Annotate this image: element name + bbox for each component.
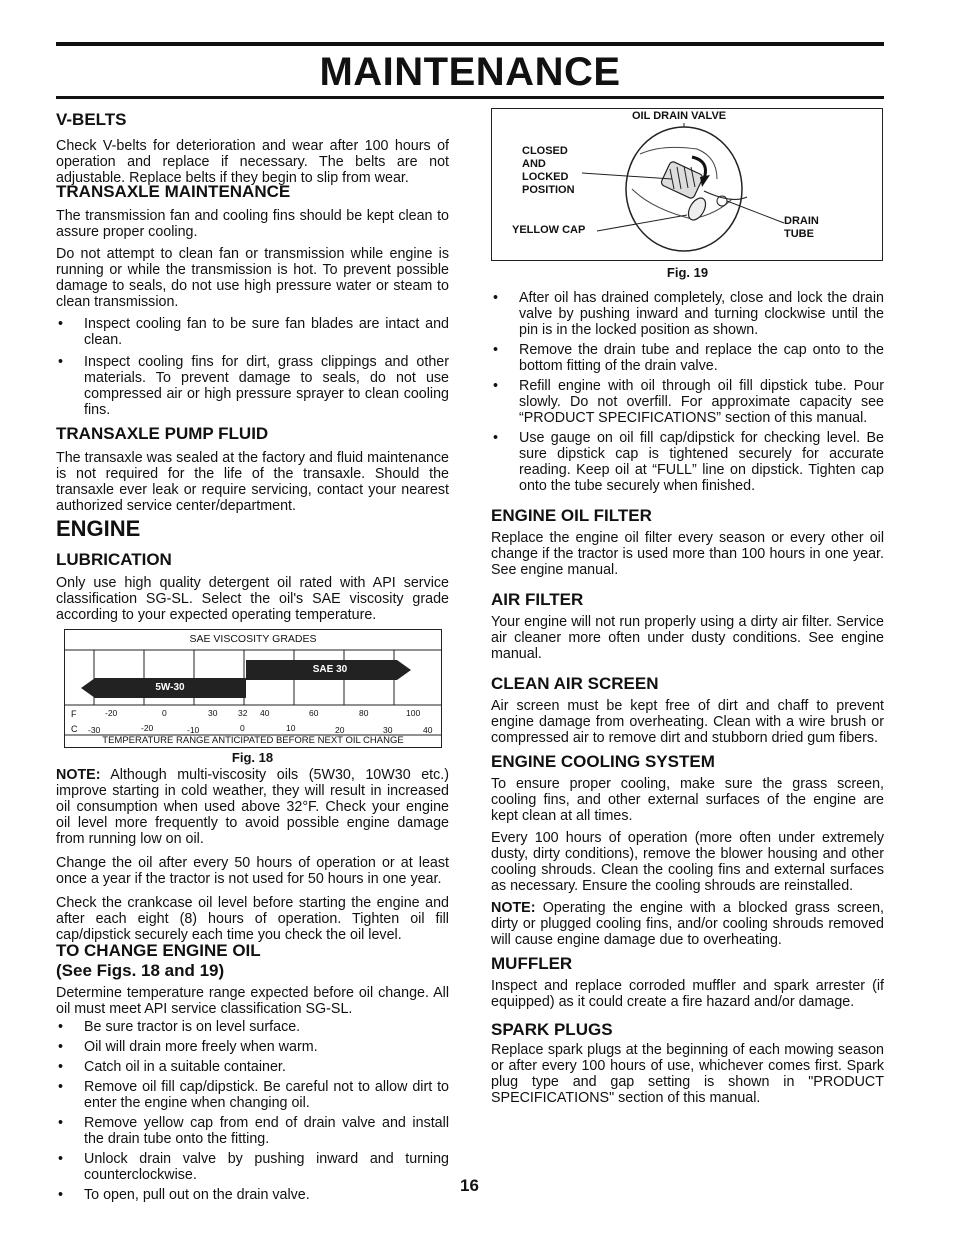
note — [56, 767, 449, 847]
f-tick: 0 — [162, 708, 167, 718]
muffler-heading: MUFFLER — [491, 954, 573, 973]
note-label: NOTE: — [56, 767, 101, 783]
vbelts-text: Check V-belts for deterioration and wear after 100 hours of operation and replace if necessary. The belts are not adjustable. Replace belts if they begin to slip from wear. — [56, 138, 449, 186]
list-item: • Use gauge on oil fill cap/dipstick for checking level. Be sure dipstick cap is tightened securely for accurate reading. Keep oil at “FULL” line on dipstick. Tighten cap onto the tube securely when finished. — [491, 430, 884, 494]
list-item: • Inspect cooling fins for dirt, grass clippings and other materials. To prevent damage to seals, do not use compressed air or high pressure sprayer to clean cooling fins. — [56, 354, 449, 418]
list-item: • Remove yellow cap from end of drain valve and install the drain tube onto the fitting. — [56, 1115, 449, 1147]
cooling-heading: ENGINE COOLING SYSTEM — [491, 752, 715, 771]
air-screen-heading: CLEAN AIR SCREEN — [491, 674, 659, 693]
transaxle-bullets — [56, 316, 449, 418]
list-item: • Be sure tractor is on level surface. — [56, 1019, 449, 1035]
c-tick: -30 — [88, 725, 101, 735]
label-line: POSITION — [522, 184, 575, 196]
top-rule — [56, 42, 884, 46]
f-tick: -20 — [105, 708, 118, 718]
title-rule — [56, 96, 884, 99]
5w30-label: 5W-30 — [155, 682, 185, 693]
list-item: • Remove the drain tube and replace the cap onto to the bottom fitting of the drain valve. — [491, 342, 884, 374]
list-item: • Catch oil in a suitable container. — [56, 1059, 449, 1075]
oil-filter-heading: ENGINE OIL FILTER — [491, 506, 652, 525]
change-oil-heading: TO CHANGE ENGINE OIL — [56, 941, 261, 960]
list-item: • Inspect cooling fan to be sure fan blades are intact and clean. — [56, 316, 449, 348]
label-line: AND — [522, 158, 546, 170]
page-title: MAINTENANCE — [319, 50, 621, 94]
oil-change-interval: Change the oil after every 50 hours of operation or at least once a year if the tractor is not used for 50 hours in one year. — [56, 855, 449, 887]
c-tick: 40 — [423, 725, 433, 735]
c-tick: 20 — [335, 725, 345, 735]
page-number: 16 — [460, 1176, 479, 1195]
air-screen-text: Air screen must be kept free of dirt and chaff to prevent engine damage from overheating. Clean with a wire brush or compressed air to remove dirt and stubborn dried gum fibers. — [491, 698, 884, 746]
chart-footer: TEMPERATURE RANGE ANTICIPATED BEFORE NEXT OIL CHANGE — [102, 735, 404, 746]
air-filter-text: Your engine will not run properly using a dirty air filter. Service air cleaner more often under dusty conditions. See engine manual. — [491, 614, 884, 662]
f-tick: 80 — [359, 708, 369, 718]
drain-valve-figure — [491, 108, 883, 261]
f-tick: 40 — [260, 708, 270, 718]
fig18-caption: Fig. 18 — [231, 750, 274, 765]
fig19-caption: Fig. 19 — [666, 265, 709, 280]
c-tick: -10 — [187, 725, 200, 735]
label-line: TUBE — [784, 228, 814, 240]
cooling-p1: To ensure proper cooling, make sure the grass screen, cooling fins, and other external surfaces of the engine are kept clean at all times. — [491, 776, 884, 824]
f-axis-label: F — [71, 709, 77, 719]
label-yellow-cap: YELLOW CAP — [512, 224, 586, 236]
c-tick: 30 — [383, 725, 393, 735]
transaxle-maintenance-p1: The transmission fan and cooling fins should be kept clean to assure proper cooling. — [56, 208, 449, 240]
cooling-note — [491, 900, 884, 948]
f-tick: 100 — [406, 708, 421, 718]
change-oil-bullets — [56, 1019, 449, 1203]
air-filter-heading: AIR FILTER — [491, 590, 584, 609]
change-oil-text: Determine temperature range expected before oil change. All oil must meet API service classification SG-SL. — [56, 985, 449, 1017]
label-closed-locked — [522, 145, 575, 197]
left-column — [56, 108, 449, 1207]
f-tick: 32 — [238, 708, 248, 718]
label-line: LOCKED — [522, 171, 569, 183]
oil-level-check: Check the crankcase oil level before starting the engine and after each eight (8) hours of operation. Tighten oil fill cap/dipstick securely each time you check the oil level. — [56, 895, 449, 943]
cooling-p2: Every 100 hours of operation (more often under extremely dusty, dirty conditions), remove the blower housing and other cooling shrouds. Clean the cooling fins and external surfaces as necessary. Ensure the cooling shrouds are reinstalled. — [491, 830, 884, 894]
f-tick: 30 — [208, 708, 218, 718]
label-line: CLOSED — [522, 145, 568, 157]
lubrication-heading: LUBRICATION — [56, 550, 172, 569]
lubrication-text: Only use high quality detergent oil rated with API service classification SG-SL. Select the oil's SAE viscosity grade according to your expected operating temperature. — [56, 575, 449, 623]
transaxle-maintenance-p2: Do not attempt to clean fan or transmission while engine is running or while the transmission is hot. To prevent possible damage to seals, do not use high pressure water or steam to clean transmission. — [56, 246, 449, 310]
c-tick: 10 — [286, 723, 296, 733]
muffler-text: Inspect and replace corroded muffler and spark arrester (if equipped) as it could create a fire hazard and/or damage. — [491, 978, 884, 1010]
engine-heading: ENGINE — [56, 516, 141, 541]
label-line: DRAIN — [784, 215, 819, 227]
c-tick: 0 — [240, 723, 245, 733]
c-tick: -20 — [141, 723, 154, 733]
list-item: • After oil has drained completely, close and lock the drain valve by pushing inward and turning clockwise until the pin is in the locked position as shown. — [491, 290, 884, 338]
refill-bullets — [491, 290, 884, 494]
label-drain-tube — [784, 215, 819, 241]
label-oil-drain-valve: OIL DRAIN VALVE — [632, 110, 727, 122]
vbelts-heading: V-BELTS — [56, 110, 127, 129]
oil-filter-text: Replace the engine oil filter every season or every other oil change if the tractor is used more than 100 hours in one year. See engine manual. — [491, 530, 884, 578]
list-item: • To open, pull out on the drain valve. — [56, 1187, 449, 1203]
note-label: NOTE: — [491, 900, 536, 916]
change-oil-subheading: (See Figs. 18 and 19) — [56, 961, 225, 980]
list-item: • Unlock drain valve by pushing inward and turning counterclockwise. — [56, 1151, 449, 1183]
transaxle-pump-heading: TRANSAXLE PUMP FLUID — [56, 424, 269, 443]
chart-title: SAE VISCOSITY GRADES — [189, 633, 317, 645]
list-item: • Remove oil fill cap/dipstick. Be careful not to allow dirt to enter the engine when changing oil. — [56, 1079, 449, 1111]
transaxle-maintenance-heading: TRANSAXLE MAINTENANCE — [56, 182, 291, 201]
list-item: • Refill engine with oil through oil fill dipstick tube. Pour slowly. Do not overfill. For approximate capacity see “PRODUCT SPECIFICATIONS” section of this manual. — [491, 378, 884, 426]
sae30-label: SAE 30 — [312, 664, 348, 675]
spark-plugs-text: Replace spark plugs at the beginning of each mowing season or after every 100 hours of use, whichever comes first. Spark plug type and gap setting is shown in "PRODUCT SPECIFICATIONS" section of this manual. — [491, 1042, 884, 1106]
note-text: Although multi-viscosity oils (5W30, 10W30 etc.) improve starting in cold weather, they will result in increased oil consumption when used above 32°F. Check your engine oil level more frequently to avoid possible engine damage from running low on oil. — [56, 767, 450, 847]
list-item: • Oil will drain more freely when warm. — [56, 1039, 449, 1055]
right-column — [491, 108, 884, 1112]
f-tick: 60 — [309, 708, 319, 718]
c-axis-label: C — [71, 724, 78, 734]
note-text: Operating the engine with a blocked grass screen, dirty or plugged cooling fins, and/or cooling shrouds removed will cause engine damage due to overheating. — [491, 900, 884, 948]
viscosity-chart — [64, 629, 442, 748]
spark-plugs-heading: SPARK PLUGS — [491, 1020, 613, 1039]
transaxle-pump-text: The transaxle was sealed at the factory and fluid maintenance is not required for the life of the transaxle. Should the transaxle ever leak or require servicing, contact your nearest authorized service center/department. — [56, 450, 449, 514]
